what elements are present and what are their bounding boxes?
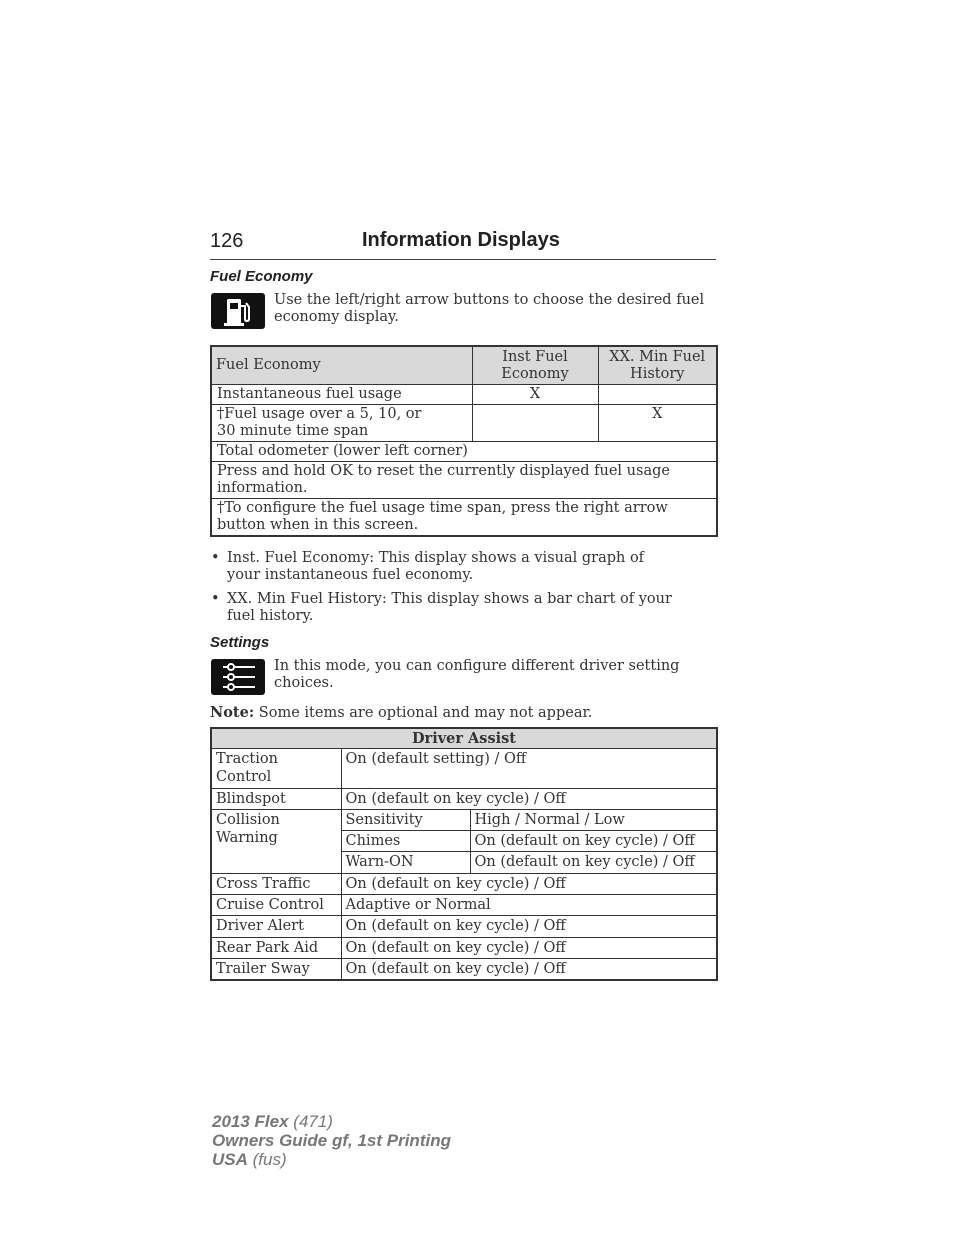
feature-name: Cross Traffic: [211, 873, 341, 894]
footer-model-code: (471): [288, 1112, 333, 1131]
table-note-row: [211, 442, 717, 462]
feature-name: Cruise Control: [211, 895, 341, 916]
footer-line-guide: Owners Guide gf, 1st Printing: [212, 1131, 451, 1150]
table-row: [211, 873, 717, 894]
sub-feature-value: High / Normal / Low: [470, 809, 717, 830]
footer-line-model: [212, 1112, 451, 1131]
fuel-pump-icon: [211, 293, 265, 329]
fuel-economy-bullets: [210, 550, 680, 632]
table-note: †To configure the fuel usage time span, press the right arrow button when in this screen.: [211, 499, 717, 537]
table-header-row: [211, 346, 717, 385]
table-row: [211, 788, 717, 809]
feature-value: On (default on key cycle) / Off: [341, 873, 717, 894]
row-cell: X: [472, 385, 598, 405]
feature-name: Blindspot: [211, 788, 341, 809]
feature-name: Trailer Sway: [211, 958, 341, 980]
feature-name: Driver Alert: [211, 916, 341, 937]
fuel-economy-heading: Fuel Economy: [210, 268, 313, 285]
feature-value: On (default setting) / Off: [341, 749, 717, 789]
settings-note: [210, 704, 716, 722]
settings-heading: Settings: [210, 634, 270, 651]
row-label: Instantaneous fuel usage: [211, 385, 472, 405]
settings-intro: In this mode, you can configure different driver setting choices.: [274, 658, 680, 691]
row-cell: X: [598, 405, 717, 442]
feature-value: On (default on key cycle) / Off: [341, 937, 717, 958]
column-header-inst-fuel-economy: Inst Fuel Economy: [472, 346, 598, 385]
list-item: • XX. Min Fuel History: This display shows a bar chart of your fuel history.: [210, 591, 680, 625]
feature-value: On (default on key cycle) / Off: [341, 916, 717, 937]
footer-market-code: (fus): [247, 1150, 287, 1169]
table-row: [211, 749, 717, 789]
table-row: [211, 958, 717, 980]
sub-feature-value: On (default on key cycle) / Off: [470, 831, 717, 852]
table-row: [211, 895, 717, 916]
feature-value: On (default on key cycle) / Off: [341, 788, 717, 809]
table-row: [211, 809, 717, 830]
table-title-row: [211, 728, 717, 749]
fuel-economy-table: [210, 345, 718, 537]
settings-list-icon: [211, 659, 265, 695]
row-cell: [472, 405, 598, 442]
table-row: [211, 385, 717, 405]
table-note-row: [211, 462, 717, 499]
sub-feature-name: Sensitivity: [341, 809, 470, 830]
table-note-row: [211, 499, 717, 537]
note-label: Note:: [210, 704, 255, 721]
feature-value: Adaptive or Normal: [341, 895, 717, 916]
table-row: [211, 916, 717, 937]
header-rule: [210, 259, 716, 260]
driver-assist-title: Driver Assist: [211, 728, 717, 749]
driver-assist-table: [210, 727, 718, 981]
chapter-title: Information Displays: [362, 229, 560, 251]
row-cell: [598, 385, 717, 405]
feature-value: On (default on key cycle) / Off: [341, 958, 717, 980]
list-item: • Inst. Fuel Economy: This display shows a visual graph of your instantaneous fuel economy.: [210, 550, 680, 584]
column-header-min-fuel-history: XX. Min Fuel History: [598, 346, 717, 385]
note-text: Some items are optional and may not appear.: [254, 705, 593, 721]
table-row: [211, 405, 717, 442]
footer: [212, 1112, 451, 1169]
fuel-economy-intro: Use the left/right arrow buttons to choose the desired fuel economy display.: [274, 292, 705, 325]
sub-feature-name: Warn-ON: [341, 852, 470, 873]
page-number: 126: [210, 230, 244, 252]
sub-feature-name: Chimes: [341, 831, 470, 852]
sub-feature-value: On (default on key cycle) / Off: [470, 852, 717, 873]
footer-line-market: [212, 1150, 451, 1169]
feature-name: Rear Park Aid: [211, 937, 341, 958]
table-note: Total odometer (lower left corner): [211, 442, 717, 462]
footer-market: USA: [212, 1150, 248, 1169]
footer-model: 2013 Flex: [212, 1112, 289, 1131]
table-note: Press and hold OK to reset the currently displayed fuel usage information.: [211, 462, 717, 499]
column-header-fuel-economy: Fuel Economy: [211, 346, 472, 385]
table-row: [211, 937, 717, 958]
feature-name: Traction Control: [211, 749, 341, 789]
feature-name: Collision Warning: [211, 809, 341, 873]
row-label: †Fuel usage over a 5, 10, or 30 minute time span: [211, 405, 472, 442]
